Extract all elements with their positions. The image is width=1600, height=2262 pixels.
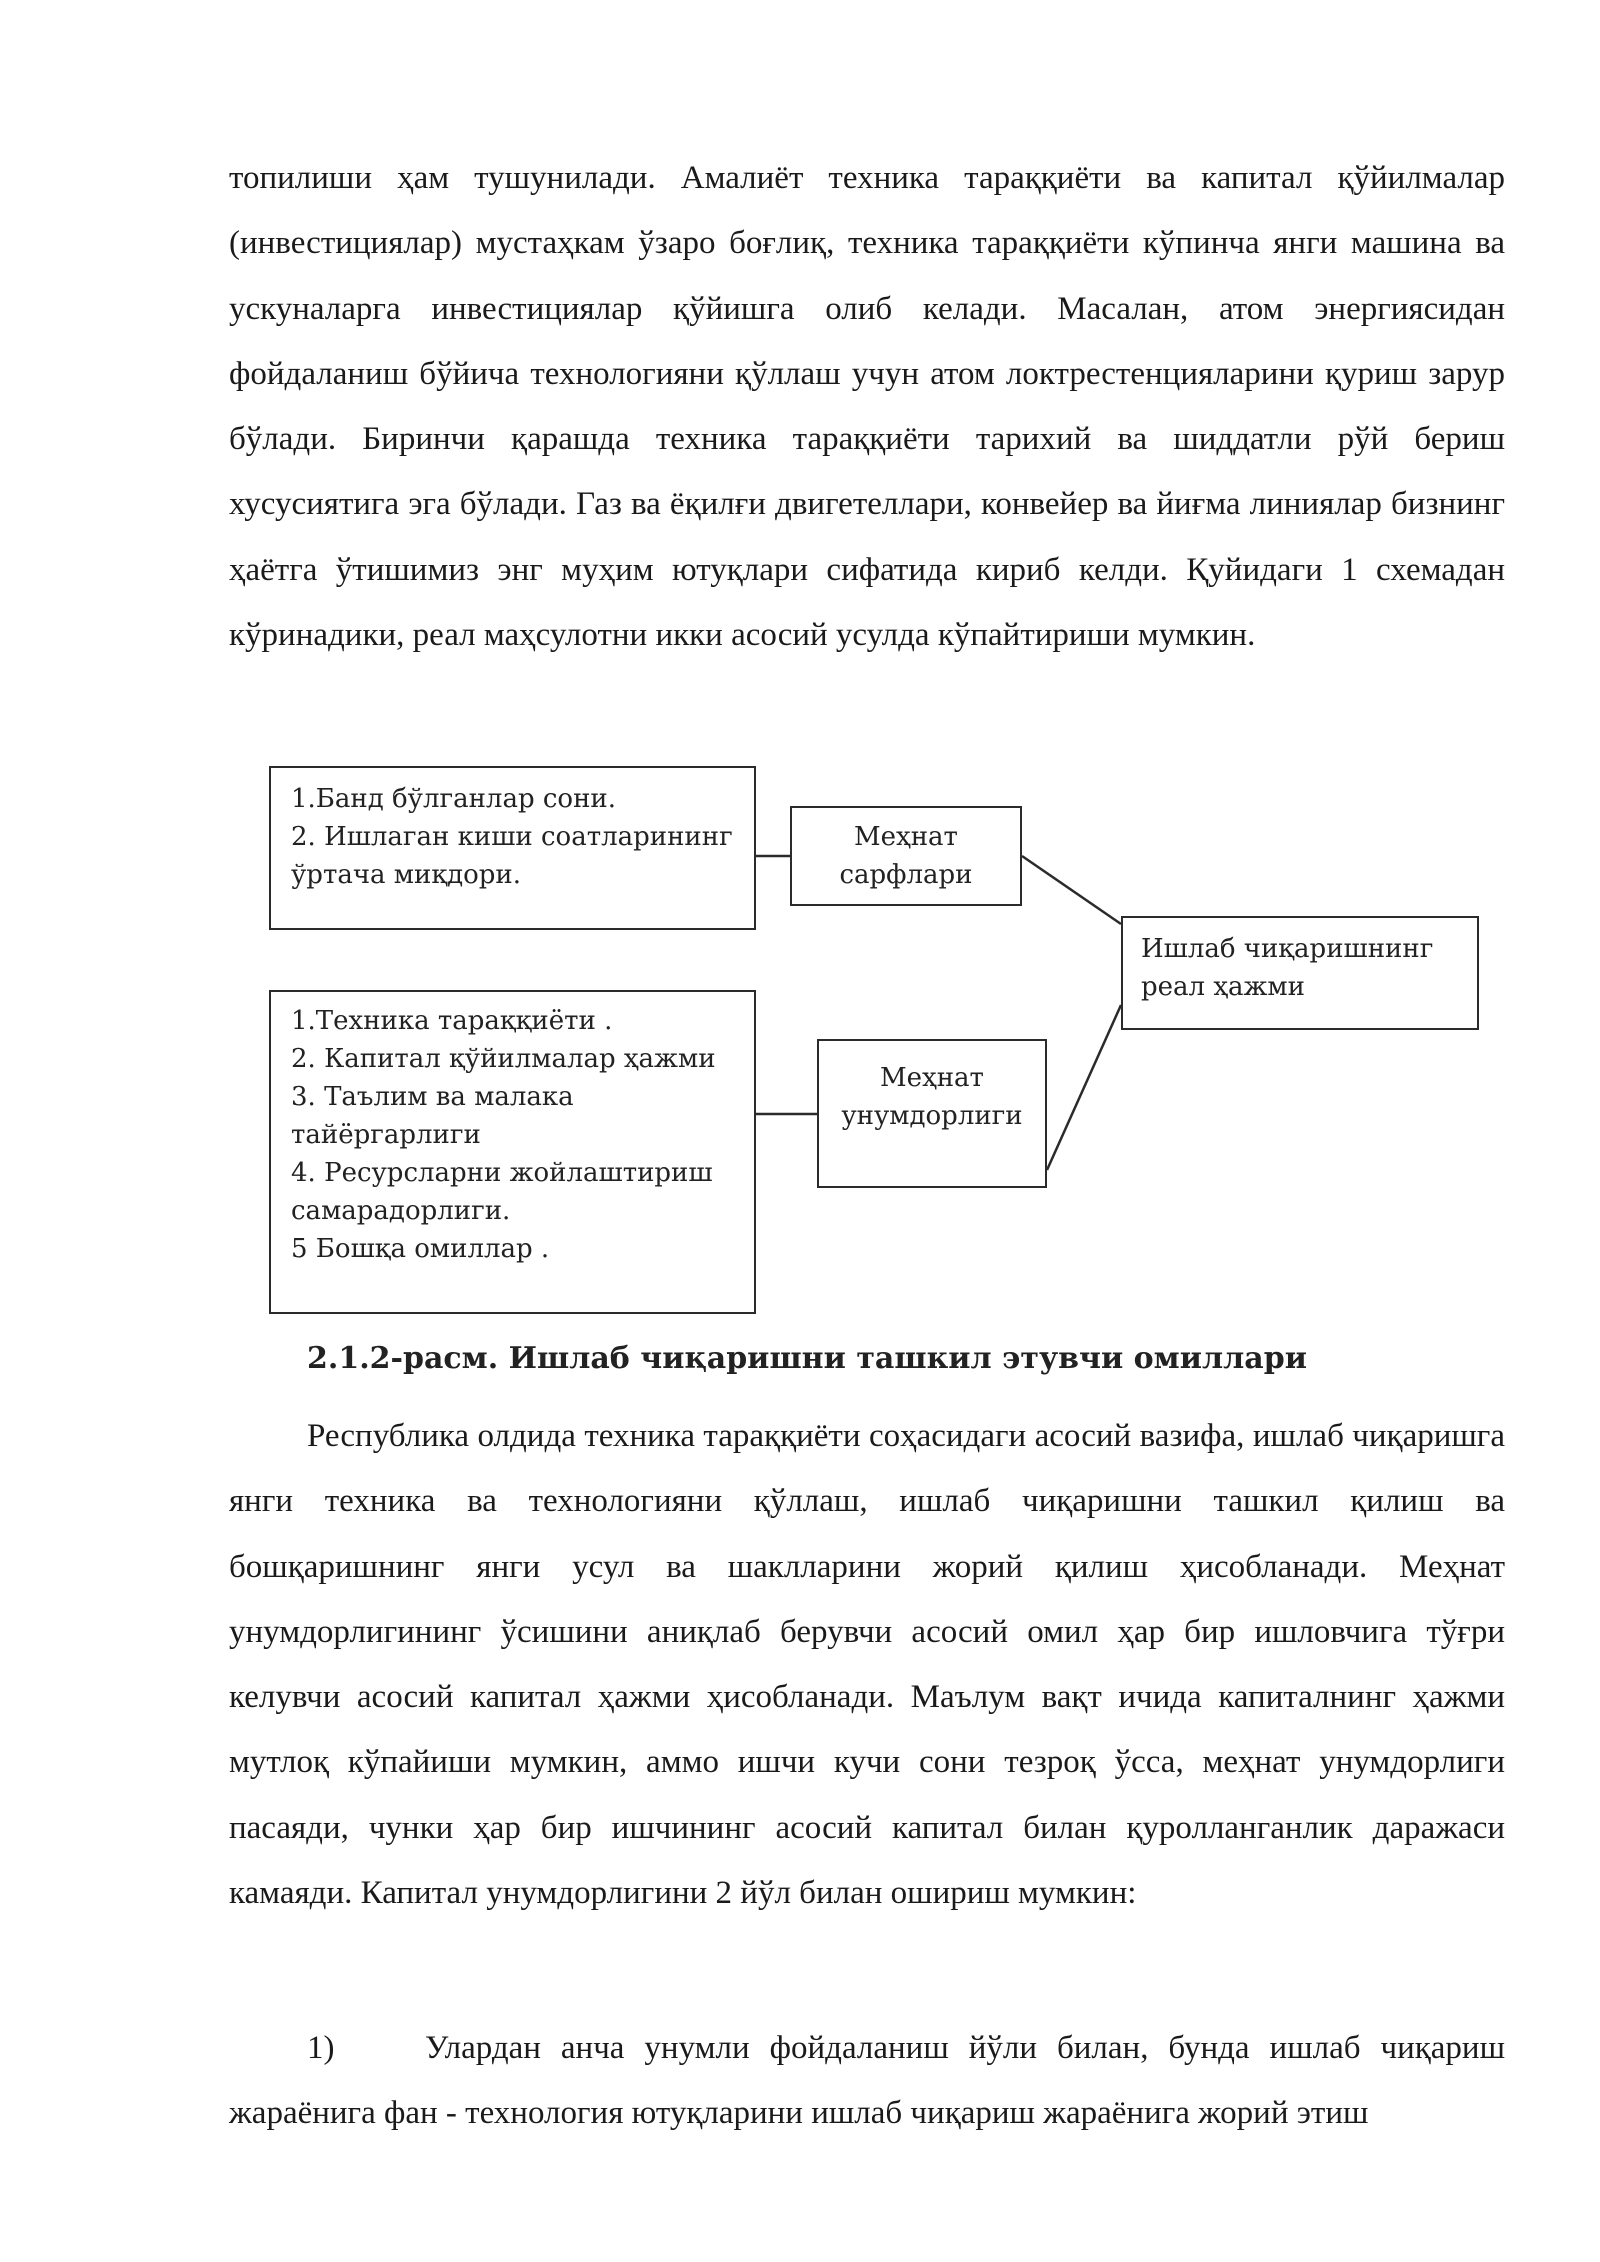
box-line: 4. Ресурсларни жойлаштириш [291,1158,713,1188]
numbered-list-item [229,2016,1505,2147]
body-paragraph: Республика олдида техника тараққиёти соҳасидаги асосий вазифа, ишлаб чиқаришга янги техника ва технологияни қўллаш, ишлаб чиқаришни ташкил қилиш ва бошқаришнинг янги усул ва шаклларини жорий қилиш ҳисобланади. Меҳнат унумдорлигининг ўсишини аниқлаб берувчи асосий омил ҳар бир ишловчига тўғри келувчи асосий капитал ҳажми ҳисобланади. Маълум вақт ичида капиталнинг ҳажми мутлоқ кўпайиши мумкин, аммо ишчи кучи сони тезроқ ўсса, меҳнат унумдорлиги пасаяди, чунки ҳар бир ишчининг асосий капитал билан қуролланганлик даражаси камаяди. Капитал унумдорлигини 2 йўл билан ошириш мумкин: [229,1418,1505,1912]
box-line: 5 Бошқа омиллар . [291,1234,550,1264]
box-line: 1.Банд бўлганлар сони. [291,784,616,814]
box-line: ўртача миқдори. [291,860,521,890]
box-line: 2. Ишлаган киши соатларининг [291,822,733,852]
box-line: 1.Техника тараққиёти . [291,1006,613,1036]
box-line: реал ҳажми [1141,972,1305,1002]
box-line: Ишлаб чиқаришнинг [1141,934,1434,964]
connector-line [1047,1005,1121,1170]
box-line: Меҳнат [880,1063,984,1093]
box-line: сарфлари [839,860,973,890]
labour-factors-box [269,766,756,930]
connector-line [1022,856,1121,924]
productivity-factors-box [269,990,756,1314]
box-line: 3. Таълим ва малака [291,1082,574,1112]
labour-productivity-box [817,1039,1047,1188]
box-line: 2. Капитал қўйилмалар ҳажми [291,1044,716,1074]
labour-costs-box [790,806,1022,906]
box-line: тайёргарлиги [291,1120,481,1150]
list-item-number: 1) [307,2030,335,2066]
list-item-text: Улардан анча унумли фойдаланиш йўли билан, бунда ишлаб чиқариш жараёнига фан - технология ютуқларини ишлаб чиқариш жараёнига жорий этиш [229,2030,1505,2132]
box-line: Меҳнат [854,822,958,852]
box-line: унумдорлиги [841,1101,1023,1131]
box-line: самарадорлиги. [291,1196,511,1226]
body-paragraph: топилиши ҳам тушунилади. Амалиёт техника тараққиёти ва капитал қўйилмалар (инвестициялар) мустаҳкам ўзаро боғлиқ, техника тараққиёти кўпинча янги машина ва ускуналарга инвестициялар қўйишга олиб келади. Масалан, атом энергиясидан фойдаланиш бўйича технологияни қўллаш учун атом локтрестенцияларини қуриш зарур бўлади. Биринчи қарашда техника тараққиёти тарихий ва шиддатли рўй бериш хусусиятига эга бўлади. Газ ва ёқилғи двигетеллари, конвейер ва йиғма линиялар бизнинг ҳаётга ўтишимиз энг муҳим ютуқлари сифатида кириб келди. Қуйидаги 1 схемадан кўринадики, реал маҳсулотни икки асосий усулда кўпайтириши мумкин. [229,160,1505,654]
figure-caption: 2.1.2-расм. Ишлаб чиқаришни ташкил этувчи омиллари [307,1341,1307,1376]
real-output-box [1121,916,1479,1030]
